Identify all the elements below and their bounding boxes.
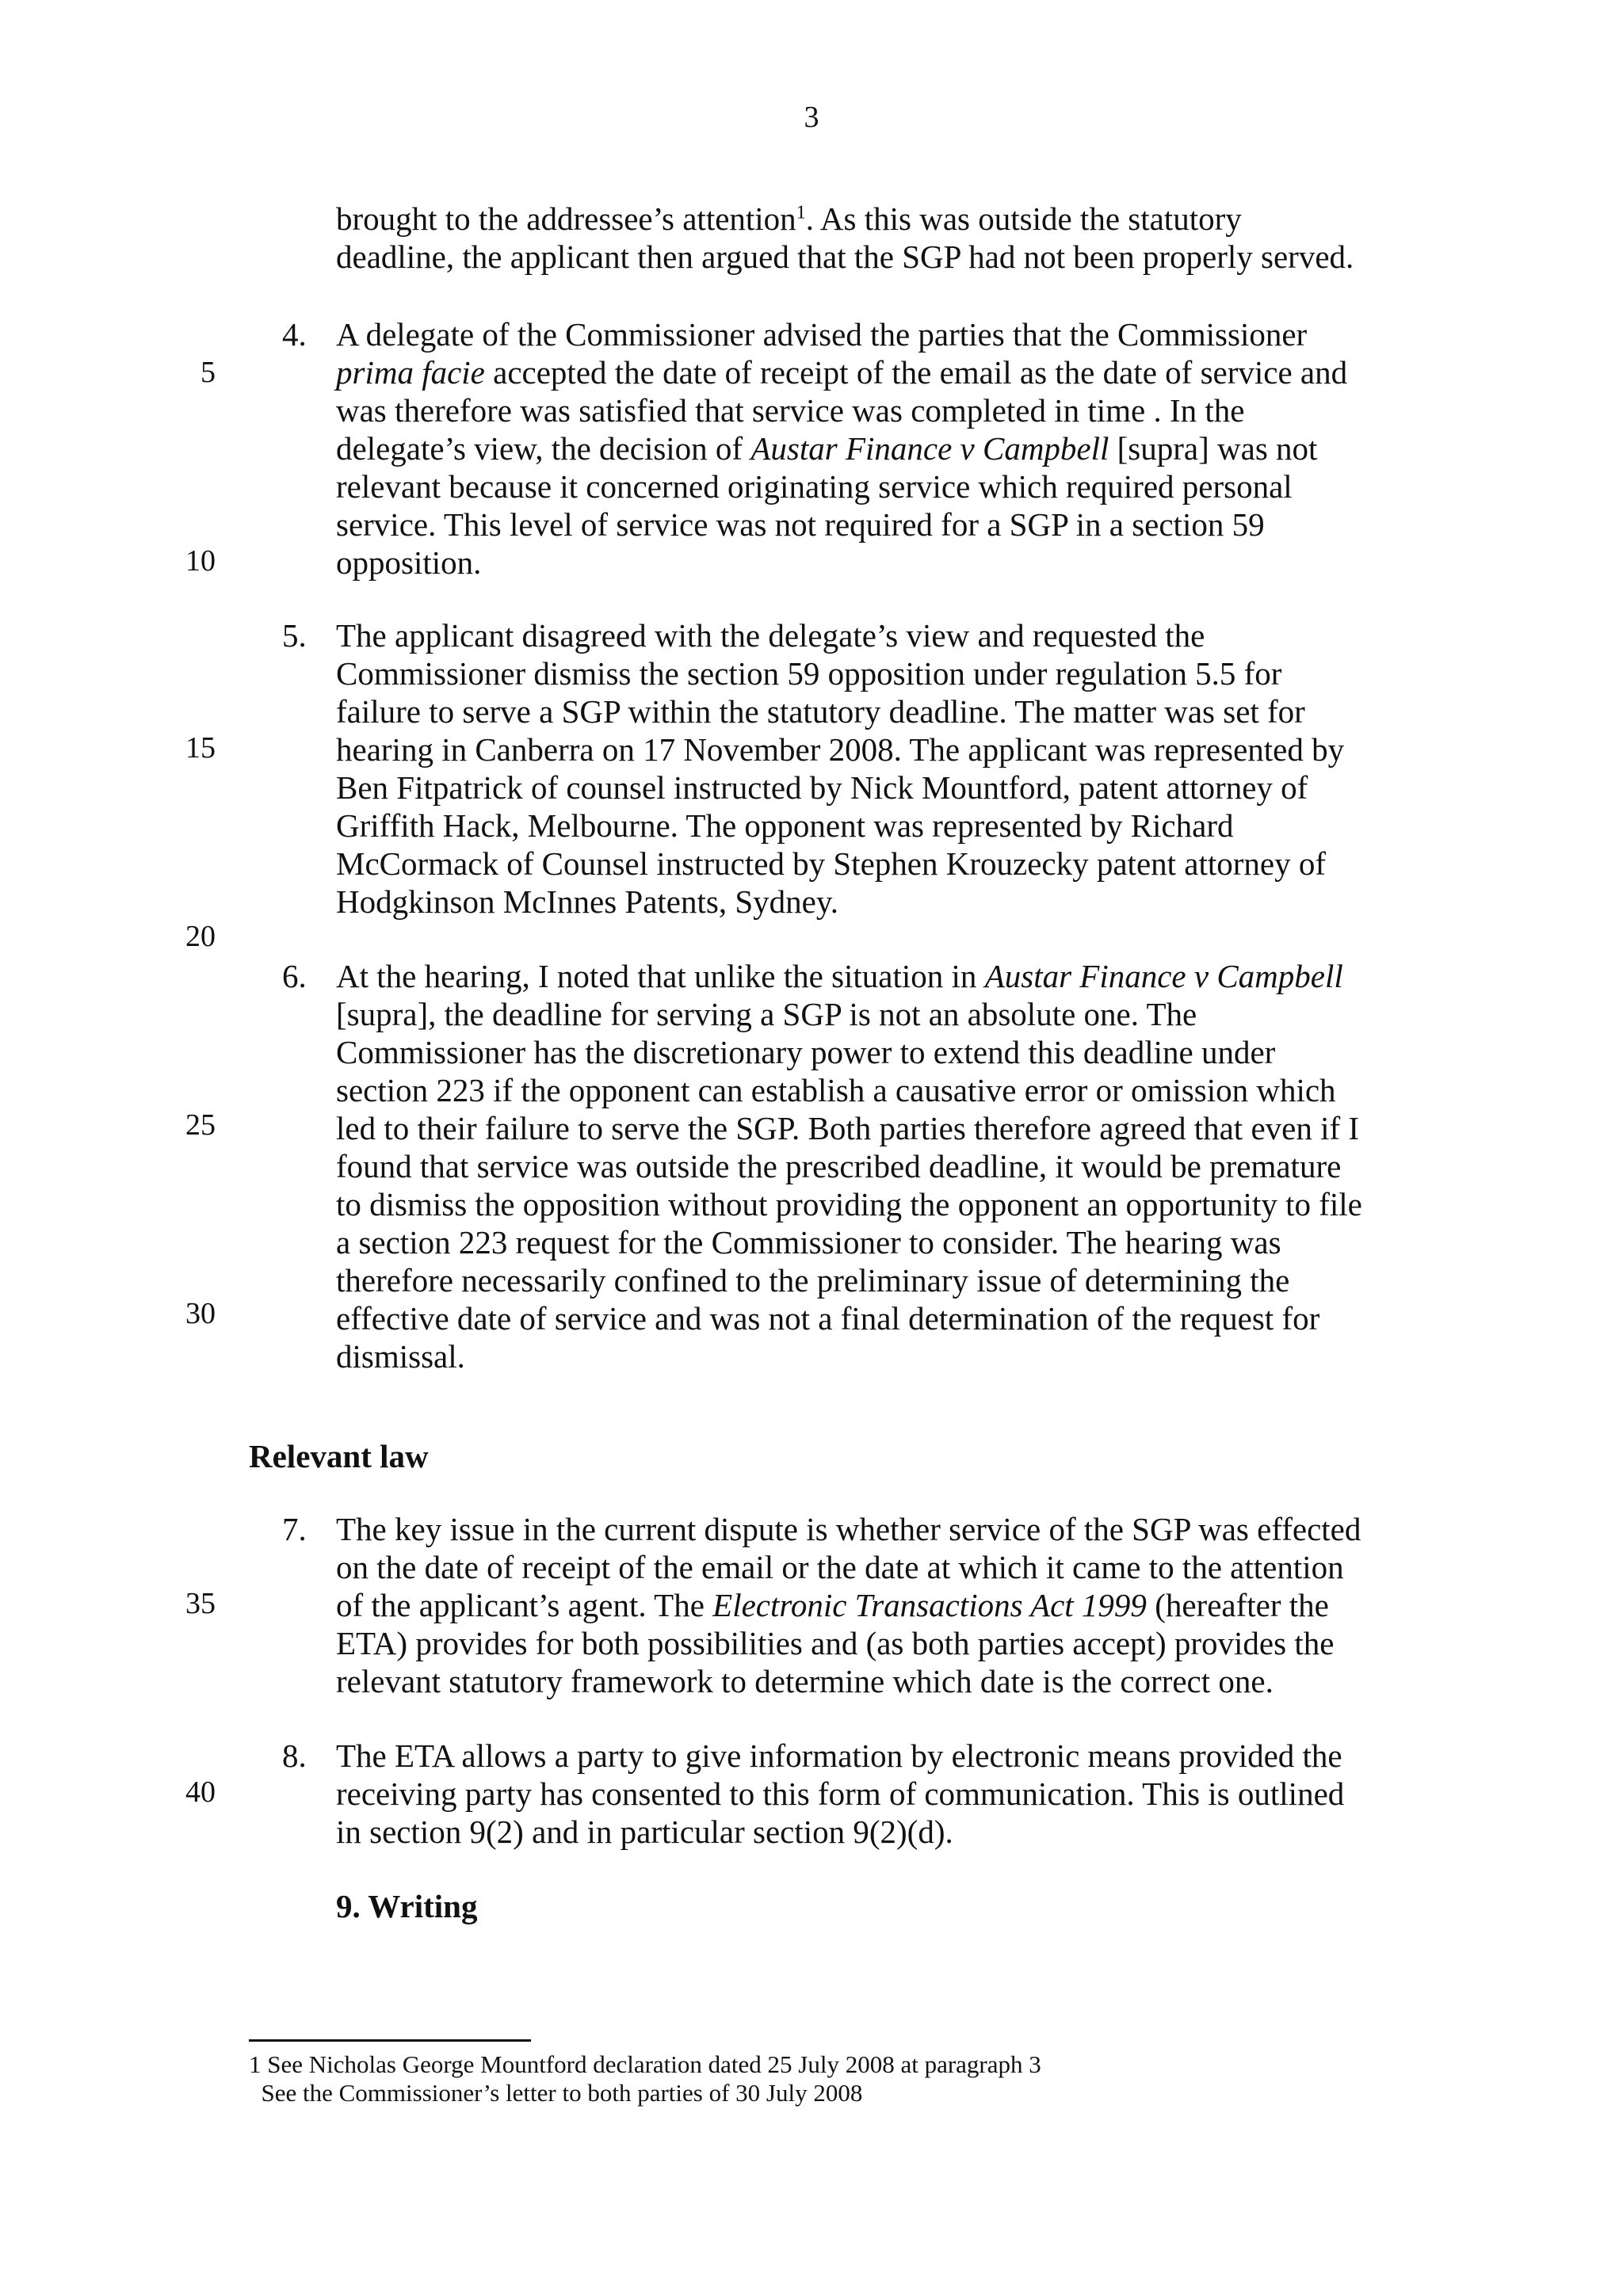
paragraph-line: Griffith Hack, Melbourne. The opponent was represented by Richard [336, 807, 1234, 844]
line-number: 5 [200, 356, 216, 389]
line-number: 35 [185, 1587, 216, 1620]
paragraph-line: Hodgkinson McInnes Patents, Sydney. [336, 883, 838, 920]
text: brought to the addressee’s attention [336, 200, 796, 237]
paragraph-line: in section 9(2) and in particular section 9(2)(d). [336, 1814, 953, 1850]
continuation-line: deadline, the applicant then argued that the SGP had not been properly served. [336, 238, 1354, 275]
paragraph-line: a section 223 request for the Commissioner to consider. The hearing was [336, 1224, 1281, 1261]
paragraph-number: 8. [282, 1737, 307, 1774]
footnote: See the Commissioner’s letter to both parties of 30 July 2008 [249, 2079, 863, 2107]
footnote-reference: 1 [796, 202, 806, 223]
paragraph-number: 4. [282, 316, 307, 353]
paragraph-line: Commissioner dismiss the section 59 opposition under regulation 5.5 for [336, 655, 1282, 692]
line-number: 40 [185, 1775, 216, 1809]
footnote: 1 See Nicholas George Mountford declaration dated 25 July 2008 at paragraph 3 [249, 2050, 1041, 2078]
continuation-line [336, 200, 1242, 238]
paragraph-line: section 223 if the opponent can establish a causative error or omission which [336, 1072, 1336, 1108]
paragraph-number: 6. [282, 958, 307, 994]
line-number: 10 [185, 544, 216, 578]
paragraph-line: to dismiss the opposition without providing the opponent an opportunity to file [336, 1186, 1362, 1222]
section-heading: Relevant law [249, 1438, 429, 1474]
text: At the hearing, I noted that unlike the situation in [336, 958, 985, 994]
case-name: Austar Finance v Campbell [984, 958, 1343, 994]
paragraph-line: was therefore was satisfied that service was completed in time . In the [336, 392, 1245, 429]
text: [supra] was not [1109, 430, 1318, 467]
text: . As this was outside the statutory [805, 200, 1242, 237]
text: delegate’s view, the decision of [336, 430, 751, 467]
text: accepted the date of receipt of the email as the date of service and [484, 354, 1348, 391]
line-number: 25 [185, 1108, 216, 1142]
line-number: 30 [185, 1297, 216, 1330]
paragraph-line: therefore necessarily confined to the preliminary issue of determining the [336, 1262, 1290, 1299]
paragraph-line: The applicant disagreed with the delegate’s view and requested the [336, 617, 1205, 654]
paragraph-line: ETA) provides for both possibilities and (as both parties accept) provides the [336, 1625, 1335, 1661]
paragraph-number: 5. [282, 617, 307, 654]
italic-term: prima facie [336, 354, 485, 391]
paragraph-line [336, 957, 1343, 995]
paragraph-line: [supra], the deadline for serving a SGP is not an absolute one. The [336, 996, 1197, 1032]
paragraph-line: dismissal. [336, 1338, 465, 1375]
paragraph-line: The key issue in the current dispute is whether service of the SGP was effected [336, 1511, 1361, 1547]
paragraph-line: opposition. [336, 544, 482, 581]
paragraph-line: found that service was outside the prescribed deadline, it would be premature [336, 1148, 1342, 1184]
footnote-divider [249, 2039, 531, 2042]
text: (hereafter the [1146, 1587, 1329, 1623]
paragraph-line: failure to serve a SGP within the statutory deadline. The matter was set for [336, 693, 1305, 730]
subsection-heading: 9. Writing [336, 1888, 478, 1924]
paragraph-line: Ben Fitpatrick of counsel instructed by Nick Mountford, patent attorney of [336, 769, 1308, 806]
line-number: 20 [185, 920, 216, 953]
paragraph-line [336, 353, 1347, 391]
paragraph-line [336, 429, 1317, 467]
paragraph-line: on the date of receipt of the email or the date at which it came to the attention [336, 1549, 1344, 1585]
paragraph-line: relevant statutory framework to determine which date is the correct one. [336, 1663, 1274, 1699]
paragraph-line: relevant because it concerned originating service which required personal [336, 468, 1293, 505]
paragraph-line: hearing in Canberra on 17 November 2008. The applicant was represented by [336, 731, 1345, 768]
case-name: Austar Finance v Campbell [750, 430, 1109, 467]
paragraph-line: service. This level of service was not required for a SGP in a section 59 [336, 506, 1265, 543]
paragraph-line: receiving party has consented to this form of communication. This is outlined [336, 1775, 1345, 1812]
line-number: 15 [185, 731, 216, 765]
paragraph-line [336, 1586, 1329, 1624]
paragraph-line: McCormack of Counsel instructed by Stephen Krouzecky patent attorney of [336, 845, 1327, 882]
page-number: 3 [804, 101, 819, 134]
paragraph-line: led to their failure to serve the SGP. Both parties therefore agreed that even if I [336, 1110, 1360, 1146]
text: of the applicant’s agent. The [336, 1587, 713, 1623]
paragraph-line: The ETA allows a party to give information by electronic means provided the [336, 1737, 1342, 1774]
paragraph-line: A delegate of the Commissioner advised the parties that the Commissioner [336, 316, 1308, 353]
paragraph-line: effective date of service and was not a final determination of the request for [336, 1300, 1320, 1337]
act-name: Electronic Transactions Act 1999 [712, 1587, 1147, 1623]
paragraph-line: Commissioner has the discretionary power to extend this deadline under [336, 1034, 1276, 1070]
paragraph-number: 7. [282, 1511, 307, 1547]
